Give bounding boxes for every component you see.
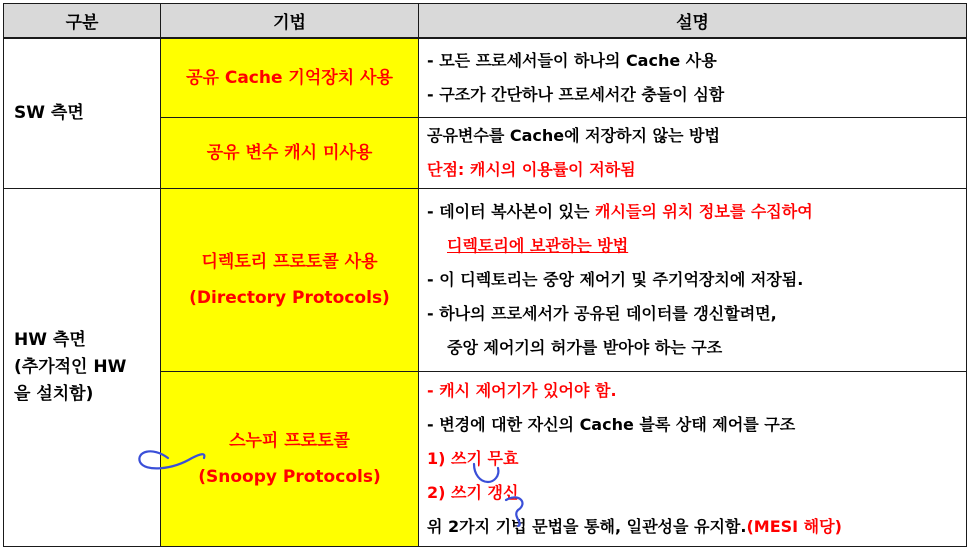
technique-no-shared-var-cell [161, 118, 419, 189]
description-line: - 이 디렉토리는 중앙 제어기 및 주기억장치에 저장됨. [427, 270, 804, 289]
description-write-update: 2) 쓰기 갱신 [427, 483, 519, 502]
technique-directory-label: 디렉토리 프로토콜 사용 [201, 252, 378, 272]
description-line: 공유변수를 Cache에 저장하지 않는 방법 [427, 126, 720, 145]
description-line: - 캐시 제어기가 있어야 함. [427, 381, 617, 400]
table-row-hw-directory [4, 189, 967, 372]
cache-coherence-table [3, 3, 967, 547]
description-line [427, 195, 966, 229]
technique-snoopy-cell [161, 372, 419, 547]
header-category: 구분 [4, 4, 161, 39]
category-sw-cell [4, 38, 161, 189]
technique-snoopy-english: (Snoopy Protocols) [198, 467, 381, 487]
table-row-sw-shared-cache [4, 38, 967, 118]
technique-no-shared-var-label: 공유 변수 캐시 미사용 [206, 143, 373, 163]
header-description: 설명 [419, 4, 967, 39]
description-line: - 모든 프로세서들이 하나의 Cache 사용 [427, 51, 717, 70]
description-line: - 구조가 간단하나 프로세서간 충돌이 심함 [427, 85, 725, 104]
comparison-table-sheet [3, 3, 967, 557]
category-hw-cell [4, 189, 161, 547]
description-snoopy-cell [419, 372, 967, 547]
description-disadvantage-line: 단점: 캐시의 이용률이 저하됨 [427, 160, 636, 179]
header-row [4, 4, 967, 39]
description-text: - 데이터 복사본이 있는 [427, 202, 596, 221]
description-highlight: (MESI 해당) [746, 517, 842, 536]
description-directory-cell [419, 189, 967, 372]
description-write-invalidate: 1) 쓰기 무효 [427, 449, 519, 468]
category-hw-label: HW 측면 [14, 330, 86, 350]
header-technique: 기법 [161, 4, 419, 39]
technique-directory-cell [161, 189, 419, 372]
description-line [427, 229, 966, 263]
description-line [427, 510, 966, 544]
description-line: - 하나의 프로세서가 공유된 데이터를 갱신할려면, [427, 304, 777, 323]
category-sw-label: SW 측면 [14, 103, 84, 123]
technique-shared-cache-cell [161, 38, 419, 118]
description-shared-cache-cell [419, 38, 967, 118]
description-no-shared-var-cell [419, 118, 967, 189]
description-highlight-underlined: 디렉토리에 보관하는 방법 [447, 236, 629, 255]
technique-snoopy-label: 스누피 프로토콜 [229, 431, 350, 451]
description-line: - 변경에 대한 자신의 Cache 블록 상태 제어를 구조 [427, 415, 796, 434]
description-line: 중앙 제어기의 허가를 받아야 하는 구조 [447, 338, 723, 357]
technique-shared-cache-label: 공유 Cache 기억장치 사용 [186, 68, 393, 88]
technique-directory-english: (Directory Protocols) [189, 288, 390, 308]
category-hw-note-2: 을 설치함) [14, 384, 94, 404]
description-highlight: 캐시들의 위치 정보를 수집하여 [595, 202, 813, 221]
description-text: 위 2가지 기법 문법을 통해, 일관성을 유지함. [427, 517, 747, 536]
category-hw-note-1: (추가적인 HW [14, 357, 127, 377]
